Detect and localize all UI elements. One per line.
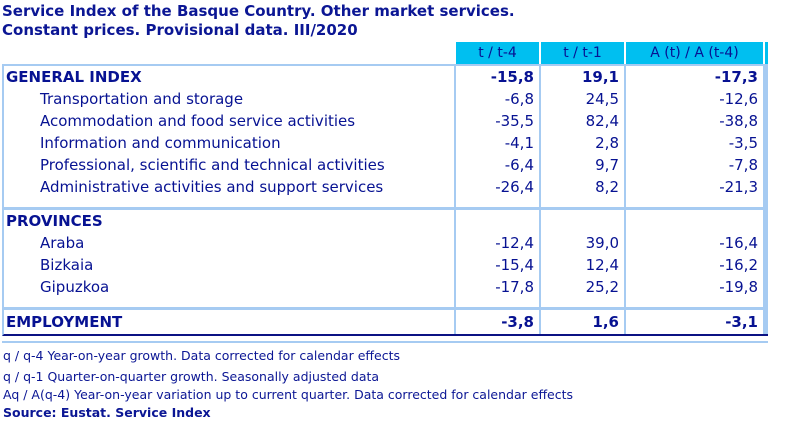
cell-value: -17,8 [454,276,539,298]
table-right-edge [763,88,768,110]
row-label: Araba [40,234,85,252]
row-label: EMPLOYMENT [6,313,123,331]
cell-value: -16,4 [624,232,763,254]
table-right-edge [763,254,768,276]
cell-value: -38,8 [624,110,763,132]
table-right-edge [763,232,768,254]
table-row-accommodation [2,110,768,132]
table-right-edge [763,176,768,198]
cell-value: 12,4 [539,254,624,276]
row-label: Acommodation and food service activities [40,112,356,130]
column-header-t-t4: t / t-4 [454,42,539,64]
table-right-edge [763,132,768,154]
cell-value: 19,1 [539,66,624,88]
cell-value: 82,4 [539,110,624,132]
table-row-general-index [2,66,768,88]
cell-value: 2,8 [539,132,624,154]
cell-value: -3,1 [624,310,763,334]
row-label: GENERAL INDEX [6,68,142,86]
table-right-edge [763,276,768,298]
table-row-transportation [2,88,768,110]
row-label: Information and communication [40,134,281,152]
table-right-edge [763,66,768,88]
table-row-araba [2,232,768,254]
header-right-edge [763,42,768,64]
row-label: Professional, scientific and technical activities [40,156,385,174]
service-index-table [2,42,768,343]
row-label: Bizkaia [40,256,94,274]
table-row-gipuzkoa [2,276,768,298]
table-right-edge [763,198,768,207]
cell-value: 9,7 [539,154,624,176]
column-header-at-at4: A (t) / A (t-4) [624,42,763,64]
cell-value: -15,8 [454,66,539,88]
footnote-q-q1: q / q-1 Quarter-on-quarter growth. Seasonally adjusted data [3,369,380,384]
row-label: Administrative activities and support services [40,178,384,196]
report-title [2,2,515,40]
cell-value: 24,5 [539,88,624,110]
table-header-row [2,42,768,64]
cell-value: -4,1 [454,132,539,154]
cell-value: -6,4 [454,154,539,176]
table-row-bizkaia [2,254,768,276]
cell-value: -16,2 [624,254,763,276]
table-right-edge [763,210,768,232]
cell-value: 39,0 [539,232,624,254]
row-label: PROVINCES [6,212,103,230]
row-label: Gipuzkoa [40,278,110,296]
table-right-edge [763,310,768,334]
title-line-1: Service Index of the Basque Country. Other market services. [2,2,515,20]
cell-value: -21,3 [624,176,763,198]
table-row-administrative [2,176,768,198]
cell-value: 1,6 [539,310,624,334]
cell-value: -7,8 [624,154,763,176]
table-row-employment [2,310,768,336]
table-right-edge [763,298,768,307]
cell-value: -26,4 [454,176,539,198]
column-header-t-t1: t / t-1 [539,42,624,64]
cell-value: -3,8 [454,310,539,334]
title-line-2: Constant prices. Provisional data. III/2020 [2,21,358,39]
cell-value: 25,2 [539,276,624,298]
row-label: Transportation and storage [40,90,244,108]
table-right-edge [763,110,768,132]
cell-value: -12,4 [454,232,539,254]
cell-value: 8,2 [539,176,624,198]
footnote-aq: Aq / A(q-4) Year-on-year variation up to current quarter. Data corrected for calendar effects [3,387,574,402]
table-row-professional [2,154,768,176]
footnotes [3,348,573,423]
header-spacer [2,42,454,64]
table-row-spacer [2,298,768,307]
table-row-spacer [2,198,768,207]
table-row-provinces [2,210,768,232]
cell-value: -12,6 [624,88,763,110]
source-note: Source: Eustat. Service Index [3,405,211,420]
table-bottom-border [2,341,768,343]
footnote-q-q4: q / q-4 Year-on-year growth. Data corrected for calendar effects [3,348,400,363]
table-row-information [2,132,768,154]
cell-value: -15,4 [454,254,539,276]
cell-value: -35,5 [454,110,539,132]
table-right-edge [763,154,768,176]
cell-value: -6,8 [454,88,539,110]
cell-value: -17,3 [624,66,763,88]
cell-value: -3,5 [624,132,763,154]
cell-value: -19,8 [624,276,763,298]
